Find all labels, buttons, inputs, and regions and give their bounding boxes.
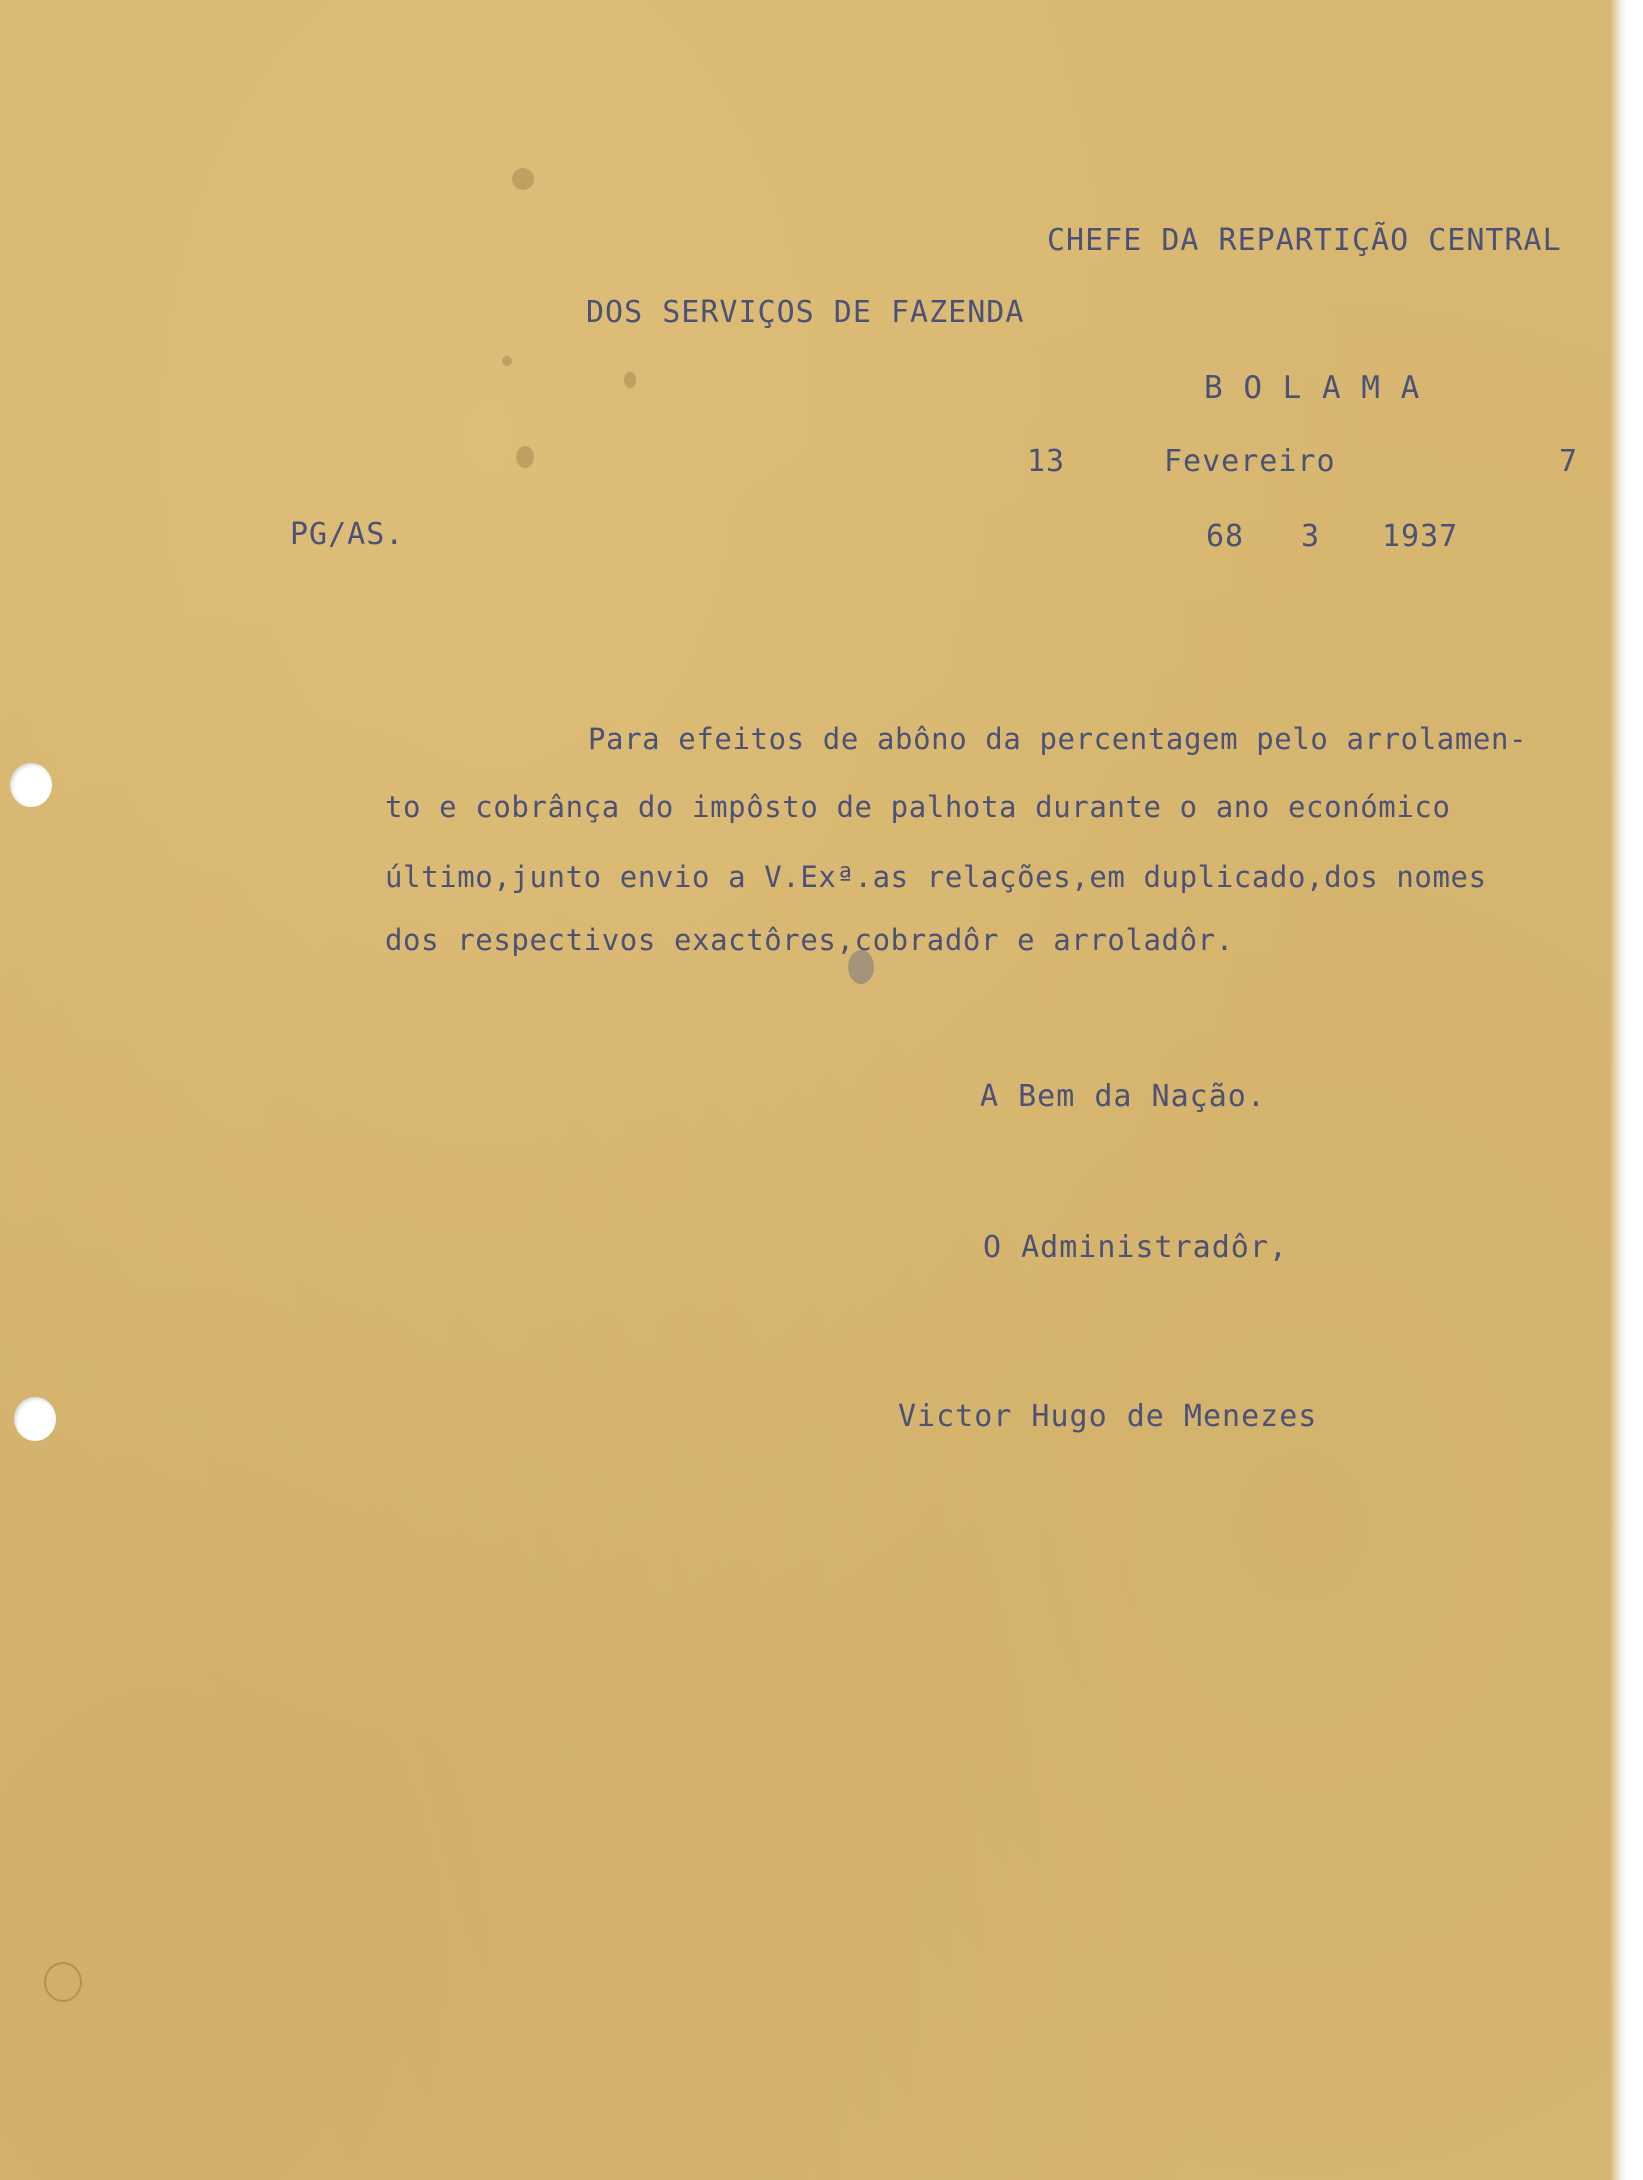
punch-hole-bottom — [14, 1397, 56, 1441]
date-day: 13 — [1027, 444, 1066, 479]
signatory-name: Victor Hugo de Menezes — [898, 1399, 1318, 1434]
body-line-1: Para efeitos de abôno da percentagem pelo arrolamen- — [588, 722, 1528, 756]
body-line-2: to e cobrânça do impôsto de palhota durante o ano económico — [385, 790, 1451, 824]
reference-series: 3 — [1301, 519, 1321, 554]
stain-mark — [502, 356, 512, 366]
salutation: A Bem da Nação. — [980, 1079, 1266, 1114]
city-name: B O L A M A — [1204, 370, 1421, 406]
signatory-title: O Administradôr, — [983, 1230, 1288, 1265]
body-line-3: último,junto envio a V.Exª.as relações,em duplicado,dos nomes — [385, 860, 1487, 894]
recipient-line-1: CHEFE DA REPARTIÇÃO CENTRAL — [1047, 223, 1562, 258]
stain-mark — [516, 446, 534, 468]
date-number: 7 — [1559, 444, 1579, 479]
body-line-4: dos respectivos exactôres,cobradôr e arroladôr. — [385, 923, 1234, 957]
punch-hole-top — [10, 763, 52, 807]
recipient-line-2: DOS SERVIÇOS DE FAZENDA — [586, 295, 1025, 330]
stain-mark — [512, 168, 534, 190]
reference-code: PG/AS. — [290, 517, 405, 552]
reference-year: 1937 — [1382, 519, 1459, 554]
date-month: Fevereiro — [1164, 444, 1336, 479]
stain-mark — [624, 372, 636, 388]
reference-number: 68 — [1206, 519, 1245, 554]
page-edge — [1610, 0, 1628, 2180]
punch-hole-faint — [44, 1962, 82, 2002]
